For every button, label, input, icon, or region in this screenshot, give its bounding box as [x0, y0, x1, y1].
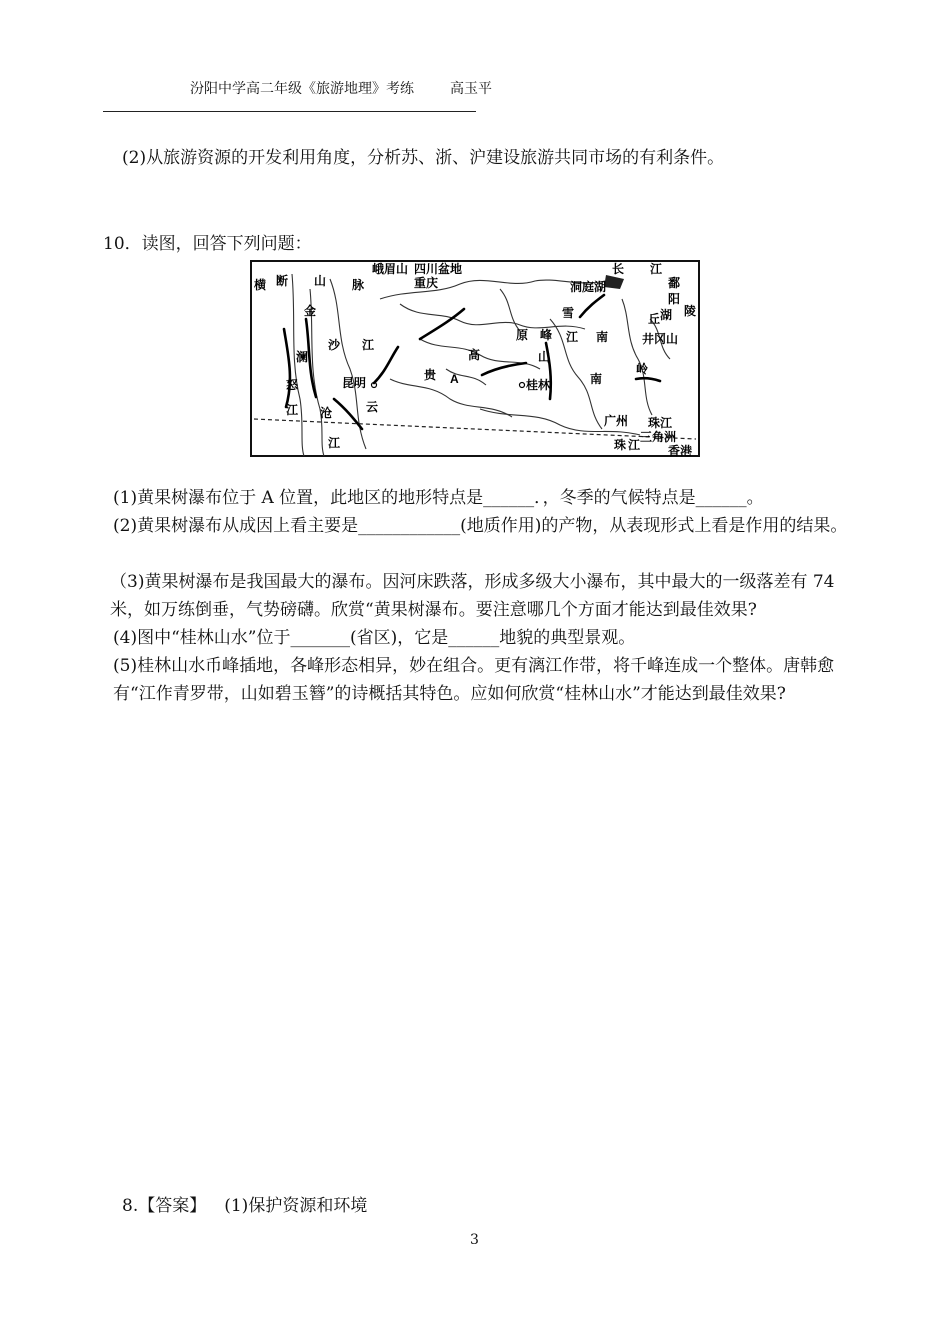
label-chongqing: 重庆 [414, 276, 439, 290]
label-zhujiang: 珠江 [648, 416, 673, 430]
label-zhu: 珠 [614, 438, 627, 452]
label-yun: 云 [366, 400, 379, 414]
label-mai: 脉 [352, 278, 365, 292]
label-nan: 南 [596, 330, 609, 344]
label-ling: 陵 [684, 304, 697, 318]
label-po: 鄱 [668, 276, 681, 290]
label-heng: 横 [254, 278, 267, 292]
label-jiang3: 江 [566, 330, 579, 344]
label-shan2: 山 [538, 350, 551, 364]
label-ling2: 岭 [636, 362, 649, 376]
label-guangzhou: 广州 [604, 414, 629, 428]
label-jin: 金 [304, 304, 317, 318]
map-figure [250, 259, 702, 459]
label-emeishan: 峨眉山 [372, 262, 409, 276]
header-rule [103, 111, 476, 112]
page-header [190, 78, 492, 98]
label-sha: 沙 [328, 338, 341, 352]
label-qiu: 丘 [648, 312, 661, 326]
label-cang: 沧 [320, 406, 333, 420]
label-duan: 断 [276, 274, 289, 288]
label-dongtinghu: 洞庭湖 [570, 280, 607, 294]
question-10-part-1: (1)黄果树瀑布位于 A 位置，此地区的地形特点是______．，冬季的气候特点是______。 [113, 488, 764, 508]
label-kunming: 昆明 [342, 376, 367, 390]
label-gui: 贵 [424, 368, 437, 382]
question-10-stem: 10．读图，回答下列问题： [103, 234, 312, 254]
label-hu: 湖 [660, 308, 673, 322]
header-author: 高玉平 [450, 81, 492, 97]
label-chang: 长 [612, 262, 625, 276]
label-sanjiaozhou: 三角洲 [640, 430, 677, 444]
label-jiang5: 江 [328, 436, 341, 450]
label-lan: 澜 [296, 350, 309, 364]
label-xue: 雪 [562, 306, 575, 320]
label-jiang: 江 [650, 262, 663, 276]
label-xianggang: 香港 [668, 444, 693, 458]
label-jiang6: 江 [628, 438, 641, 452]
label-feng: 峰 [540, 328, 553, 342]
answer-text: (1)保护资源和环境 [224, 1196, 368, 1216]
question-10-part-2: (2)黄果树瀑布从成因上看主要是____________(地质作用)的产物，从表现形式上看是作用的结果。 [113, 516, 848, 536]
label-nan2: 南 [590, 372, 603, 386]
header-title: 汾阳中学高二年级《旅游地理》考练 [190, 81, 414, 97]
label-sichuan: 四川盆地 [414, 262, 463, 276]
answer-line [122, 1192, 367, 1220]
page-number: 3 [470, 1232, 479, 1248]
label-shan: 山 [314, 274, 327, 288]
label-yuan: 原 [516, 328, 529, 342]
answer-label: 8.【答案】 [122, 1196, 207, 1216]
label-gao: 高 [468, 348, 481, 362]
label-nu: 怒 [286, 378, 299, 392]
question-10-part-5: (5)桂林山水币峰插地，各峰形态相异，妙在组合。更有漓江作带，将千峰连成一个整体。唐韩愈有“江作青罗带，山如碧玉簪”的诗概括其特色。应如何欣赏“桂林山水”才能达到最佳效果? [113, 656, 835, 704]
label-jiang4: 江 [286, 403, 299, 417]
label-jinggangshan: 井冈山 [642, 332, 679, 346]
question-10-part-3: （3)黄果树瀑布是我国最大的瀑布。因河床跌落，形成多级大小瀑布，其中最大的一级落差有 74 米，如万练倒垂，气势磅礴。欣赏“黄果树瀑布。要注意哪几个方面才能达到最佳效果? [110, 572, 835, 620]
question-9-part-2: (2)从旅游资源的开发利用角度，分析苏、浙、沪建设旅游共同市场的有利条件。 [122, 148, 725, 168]
label-jiang2: 江 [362, 338, 375, 352]
label-A: A [450, 372, 459, 386]
label-yang: 阳 [668, 292, 681, 306]
label-guilin: 桂林 [526, 378, 551, 392]
question-10-part-4: (4)图中“桂林山水”位于_______(省区)，它是______地貌的典型景观。 [113, 628, 636, 648]
